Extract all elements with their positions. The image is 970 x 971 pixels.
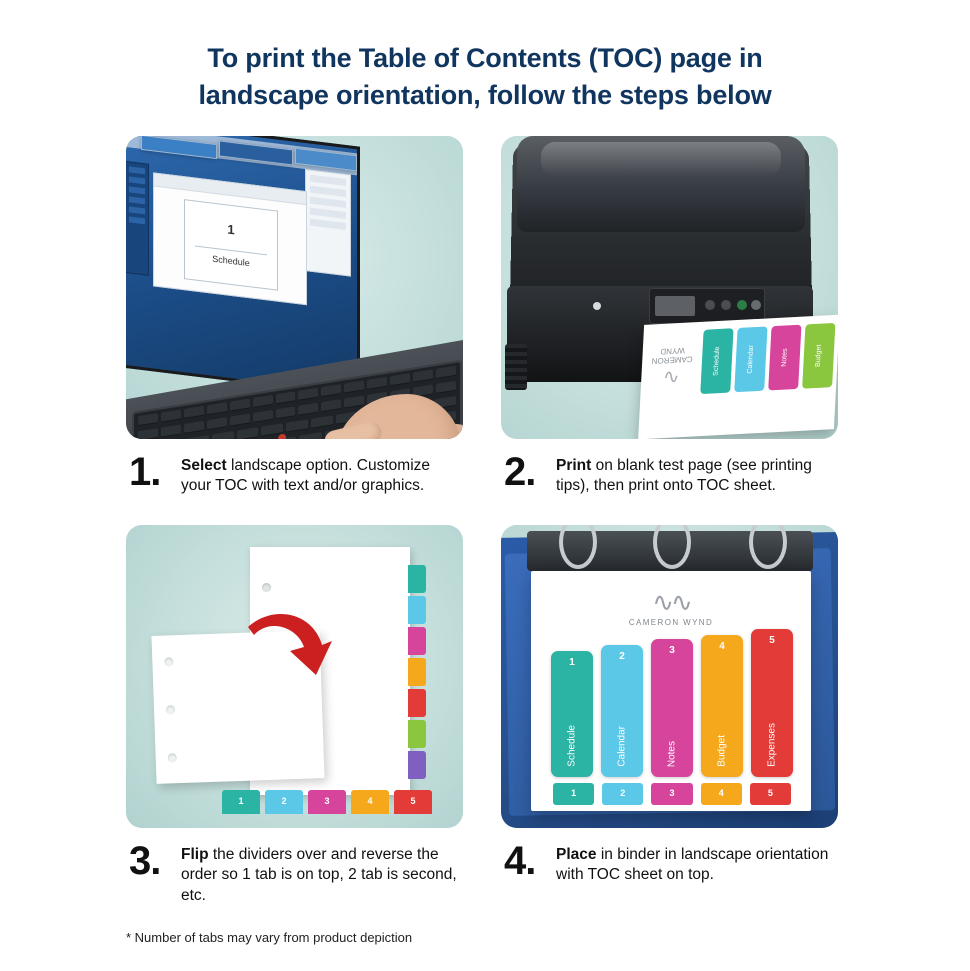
step-3-text xyxy=(181,842,463,906)
step-1-body: landscape option. Customize your TOC with text and/or graphics. xyxy=(181,457,431,495)
step-4-caption xyxy=(501,838,838,886)
printed-tab-4 xyxy=(802,323,835,389)
printed-tab-1-label: Schedule xyxy=(712,346,722,376)
step-1-image xyxy=(126,136,463,439)
printed-tab-1 xyxy=(700,328,733,394)
bottom-tab-2: 2 xyxy=(265,790,303,814)
printer-button-2[interactable] xyxy=(721,300,731,310)
printer-power-button[interactable] xyxy=(751,300,761,310)
toc-tab-5 xyxy=(751,629,793,777)
page-title-line-1: To print the Table of Contents (TOC) page in xyxy=(207,43,763,73)
toc-tab-3 xyxy=(651,639,693,777)
toc-tab-1 xyxy=(551,651,593,777)
toc-tab-4-number: 4 xyxy=(719,640,725,652)
toc-tab-2-number: 2 xyxy=(619,650,625,662)
step-3 xyxy=(126,525,463,906)
printed-tab-3 xyxy=(768,325,801,391)
step-3-caption xyxy=(126,838,463,906)
step-4-body: in binder in landscape orientation with TOC sheet on top. xyxy=(556,845,829,884)
hand-icon xyxy=(314,372,463,439)
step-3-image xyxy=(126,525,463,828)
toc-sheet xyxy=(531,571,811,811)
bottom-tab-4: 4 xyxy=(351,790,389,814)
flip-arrow-icon xyxy=(242,613,334,695)
printer-start-button[interactable] xyxy=(737,300,747,310)
logo-mark-icon: ∿ xyxy=(662,365,681,389)
toc-tab-2-label: Calendar xyxy=(616,726,628,767)
toc-tab-4-label: Budget xyxy=(716,735,728,767)
binder-ring-mechanism xyxy=(527,531,813,571)
step-1-text xyxy=(181,453,463,497)
step-2-number: 2. xyxy=(504,450,536,494)
toc-tab-2 xyxy=(601,645,643,777)
step-1 xyxy=(126,136,463,497)
printed-tab-2 xyxy=(734,326,767,392)
printer-button-1[interactable] xyxy=(705,300,715,310)
trackpoint-icon xyxy=(278,433,286,439)
under-tab-1: 1 xyxy=(553,783,594,805)
laptop-screen-icon xyxy=(126,136,360,397)
step-4-keyword: Place xyxy=(556,845,597,863)
step-3-body: the dividers over and reverse the order so 1 tab is on top, 2 tab is second, etc. xyxy=(181,845,457,904)
toc-sheet-logo-text: CAMERON WYND xyxy=(628,617,714,627)
under-tab-3: 3 xyxy=(651,783,692,805)
printer-power-led xyxy=(593,302,601,310)
step-2-image xyxy=(501,136,838,439)
printed-toc-sheet xyxy=(638,315,838,439)
page-title-line-2: landscape orientation, follow the steps below xyxy=(198,80,772,111)
step-2-caption xyxy=(501,450,838,497)
step-1-caption xyxy=(126,450,463,497)
step-4 xyxy=(501,525,838,906)
lid-gloss xyxy=(541,142,781,176)
wave-monogram-icon: ∿∿ xyxy=(652,586,690,617)
footnote: * Number of tabs may vary from product depiction xyxy=(126,930,413,945)
toc-preview-box xyxy=(184,199,278,291)
toc-tab-1-label: Schedule xyxy=(566,725,578,767)
step-4-image xyxy=(501,525,838,828)
toc-tab-3-label: Notes xyxy=(666,740,678,767)
binder-ring-1 xyxy=(559,525,597,569)
divider-side-tabs xyxy=(408,565,426,779)
toc-tab-1-number: 1 xyxy=(569,656,575,668)
step-1-number: 1. xyxy=(129,450,161,494)
toc-preview-number: 1 xyxy=(227,221,235,238)
left-panel xyxy=(126,161,149,276)
step-3-keyword: Flip xyxy=(181,845,209,863)
divider-bottom-tabs xyxy=(222,790,432,814)
step-2-body: on blank test page (see printing tips), then print onto TOC sheet. xyxy=(556,457,812,495)
binder-ring-2 xyxy=(653,525,691,569)
divider-tabs-under-sheet xyxy=(553,783,791,805)
page-title xyxy=(0,0,970,115)
right-panel xyxy=(305,169,351,277)
sheet-logo xyxy=(647,345,697,391)
binder-ring-3 xyxy=(749,525,787,569)
printer-display xyxy=(655,296,695,316)
step-3-number: 3. xyxy=(129,838,161,883)
printer-lid xyxy=(517,136,805,232)
sheet-logo-text: CAMERON WYND xyxy=(651,345,693,366)
under-tab-4: 4 xyxy=(701,783,742,805)
toc-preview-label: Schedule xyxy=(212,253,250,269)
printed-tab-3-label: Notes xyxy=(780,348,789,367)
toc-sheet-logo xyxy=(531,587,811,627)
toc-tab-5-label: Expenses xyxy=(766,722,778,767)
under-tab-5: 5 xyxy=(750,783,791,805)
step-2-text xyxy=(556,453,838,497)
steps-grid xyxy=(126,136,838,906)
step-1-keyword: Select xyxy=(181,457,227,474)
step-2-keyword: Print xyxy=(556,457,592,474)
printed-tab-2-label: Calendar xyxy=(746,344,756,374)
document-window xyxy=(153,172,307,305)
bottom-tab-1: 1 xyxy=(222,790,260,814)
toc-tab-4 xyxy=(701,635,743,777)
step-2 xyxy=(501,136,838,497)
bottom-tab-5: 5 xyxy=(394,790,432,814)
step-4-number: 4. xyxy=(504,838,536,883)
under-tab-2: 2 xyxy=(602,783,643,805)
printer-vent xyxy=(505,344,527,390)
printed-tab-4-label: Budget xyxy=(814,344,823,368)
toc-tab-5-number: 5 xyxy=(769,634,775,646)
toc-tab-row xyxy=(551,635,793,777)
bottom-tab-3: 3 xyxy=(308,790,346,814)
toc-tab-3-number: 3 xyxy=(669,644,675,656)
step-4-text xyxy=(556,842,838,886)
